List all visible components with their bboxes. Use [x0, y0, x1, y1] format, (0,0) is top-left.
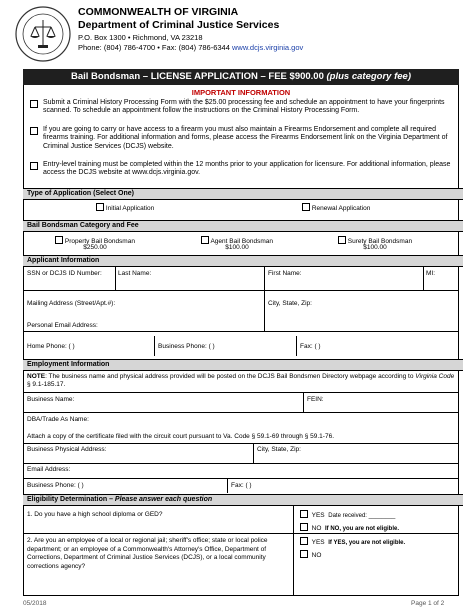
first-name-field[interactable]: First Name:: [268, 270, 302, 277]
property-bail-fee: $250.00: [83, 244, 107, 251]
section-eligibility: [23, 494, 463, 506]
yes-label: YES: [311, 512, 325, 519]
bullet-checkbox-icon: [30, 127, 38, 135]
divider: [23, 412, 459, 413]
option-label: Agent Bail Bondsman: [210, 238, 273, 245]
divider: [23, 533, 459, 534]
no-label: NO: [311, 552, 322, 559]
bullet-checkbox-icon: [30, 100, 38, 108]
divider: [23, 290, 459, 291]
important-item-text: Entry-level training must be completed within the 12 months prior to your application for licensure. For additional information, please access the DCJS website at www.dcjs.virginia.gov.: [43, 161, 451, 177]
divider: [23, 463, 459, 464]
form-date: 05/2018: [23, 600, 47, 607]
section-applicant-info: Applicant Information: [23, 255, 463, 267]
mi-field[interactable]: MI:: [426, 270, 436, 277]
no-label: NO: [311, 525, 322, 532]
checkbox[interactable]: [302, 203, 310, 211]
employment-note: [27, 373, 455, 389]
q2-yes-option[interactable]: [300, 537, 405, 546]
business-fax-field[interactable]: Fax: ( ): [231, 482, 252, 489]
not-eligible-note: If NO, you are not eligible.: [325, 526, 400, 532]
ssn-field[interactable]: SSN or DCJS ID Number:: [27, 270, 102, 277]
divider: [227, 478, 228, 493]
fax-field[interactable]: Fax: ( ): [300, 343, 321, 350]
business-name-field[interactable]: Business Name:: [27, 396, 75, 403]
business-city-field[interactable]: City, State, Zip:: [257, 446, 301, 453]
not-eligible-note: If YES, you are not eligible.: [328, 540, 406, 546]
home-phone-field[interactable]: Home Phone: ( ): [27, 343, 75, 350]
important-item-1: [30, 99, 454, 125]
agency-website-link[interactable]: www.dcjs.virginia.gov: [231, 43, 304, 52]
city-state-zip-field[interactable]: City, State, Zip:: [268, 300, 312, 307]
important-item-2: [30, 126, 454, 160]
agency-phone-fax: Phone: (804) 786-4700 • Fax: (804) 786-6344: [78, 43, 232, 52]
form-title-main: Bail Bondsman – LICENSE APPLICATION – FEE $900.00: [71, 71, 327, 82]
business-physical-address-field[interactable]: Business Physical Address:: [27, 446, 107, 453]
note-code: Virginia Code: [415, 373, 455, 380]
checkbox[interactable]: [96, 203, 104, 211]
date-received-label: Date received: ________: [328, 513, 396, 519]
yes-label: YES: [311, 539, 325, 546]
eligibility-heading: Eligibility Determination –: [27, 496, 115, 503]
section-type-of-application: Type of Application (Select One): [23, 188, 463, 200]
important-item-text: Submit a Criminal History Processing Form with the $25.00 processing fee and schedule an appointment to have your fingerprints scanned. To schedule an appointment follow the instructions on the Criminal History Processing Form.: [43, 99, 445, 115]
virginia-dcjs-seal-icon: [14, 5, 72, 63]
personal-email-field[interactable]: Personal Email Address:: [27, 322, 98, 329]
option-label: Initial Application: [105, 205, 155, 212]
agency-name: COMMONWEALTH OF VIRGINIA: [78, 6, 239, 18]
circuit-court-note: Attach a copy of the certificate filed with the circuit court pursuant to Va. Code § 59.1-69 through § 59.1-76.: [27, 433, 335, 440]
form-title: [23, 69, 459, 85]
divider: [264, 267, 265, 331]
divider: [23, 331, 459, 332]
last-name-field[interactable]: Last Name:: [118, 270, 152, 277]
divider: [423, 267, 424, 290]
checkbox[interactable]: [300, 550, 308, 558]
q2-no-option[interactable]: [300, 550, 321, 559]
page-number: Page 1 of 2: [411, 600, 445, 607]
divider: [303, 392, 304, 412]
section-employment-info: Employment Information: [23, 359, 463, 371]
eligibility-heading-italic: Please answer each question: [114, 496, 213, 503]
surety-bail-fee: $100.00: [363, 244, 387, 251]
department-name: Department of Criminal Justice Services: [78, 19, 280, 31]
dba-field[interactable]: DBA/Trade As Name:: [27, 416, 89, 423]
checkbox[interactable]: [300, 510, 308, 518]
checkbox[interactable]: [300, 523, 308, 531]
bullet-checkbox-icon: [30, 162, 38, 170]
divider: [253, 443, 254, 463]
question-1: 1. Do you have a high school diploma or GED?: [27, 511, 163, 518]
agent-bail-fee: $100.00: [225, 244, 249, 251]
form-title-suffix: (plus category fee): [326, 71, 411, 82]
note-label: NOTE: [27, 373, 46, 380]
option-label: Property Bail Bondsman: [64, 238, 135, 245]
business-phone-field[interactable]: Business Phone: ( ): [158, 343, 215, 350]
divider: [115, 267, 116, 290]
note-end: § 9.1-185.17.: [27, 381, 66, 388]
important-item-3: [30, 161, 454, 179]
option-label: Renewal Application: [311, 205, 371, 212]
note-text: : The business name and physical address provided will be posted on the DCJS Bail Bondsmen Directory webpage according to: [45, 373, 416, 380]
section-category-fee: Bail Bondsman Category and Fee: [23, 220, 463, 232]
renewal-application-option[interactable]: [302, 203, 370, 212]
divider: [23, 392, 459, 393]
checkbox[interactable]: [300, 537, 308, 545]
checkbox[interactable]: [55, 236, 63, 244]
checkbox[interactable]: [338, 236, 346, 244]
divider: [296, 336, 297, 356]
agency-contact: [78, 43, 303, 52]
important-item-text: If you are going to carry or have access to a firearm you must also maintain a Firearms Endorsement and complete all required firearms training. For additional information and forms, please access the Firearms Endorsement link on the Virginia Department of Criminal Justice Services (DCJS) website.: [43, 126, 448, 150]
question-2: 2. Are you an employee of a local or regional jail; sheriff's office; state or local police department; or an employee of a Commonwealth's Attorney's Office, Department of Corrections, Department of Criminal Justice Services (DCJS), or a local community corrections agency?: [27, 537, 268, 570]
agency-address: P.O. Box 1300 • Richmond, VA 23218: [78, 33, 203, 42]
divider: [23, 478, 459, 479]
fein-field[interactable]: FEIN:: [307, 396, 324, 403]
q1-yes-option[interactable]: [300, 510, 395, 519]
business-email-field[interactable]: Email Address:: [27, 466, 71, 473]
divider: [154, 336, 155, 356]
initial-application-option[interactable]: [96, 203, 154, 212]
business-phone-field-2[interactable]: Business Phone: ( ): [27, 482, 84, 489]
option-label: Surety Bail Bondsman: [347, 238, 413, 245]
divider: [293, 506, 294, 596]
important-info-heading: IMPORTANT INFORMATION: [191, 88, 291, 97]
q1-no-option[interactable]: [300, 523, 399, 532]
checkbox[interactable]: [201, 236, 209, 244]
mailing-address-field[interactable]: Mailing Address (Street/Apt.#):: [27, 300, 116, 307]
divider: [23, 443, 459, 444]
